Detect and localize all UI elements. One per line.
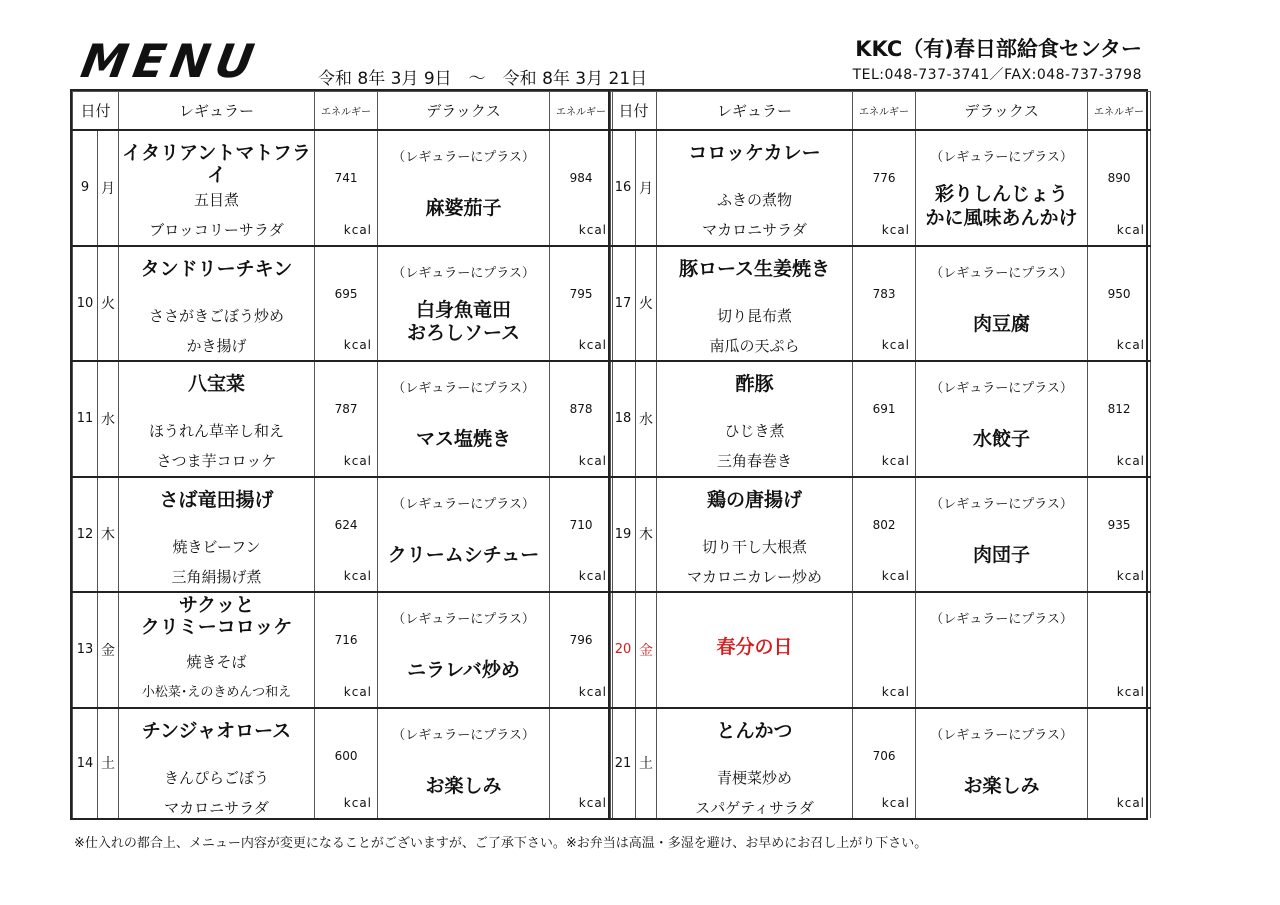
regular-cell [657, 592, 853, 708]
day-number: 21 [611, 708, 636, 818]
deluxe-dish: お楽しみ [963, 774, 1040, 797]
day-of-week: 月 [636, 130, 657, 246]
deluxe-prefix: （レギュラーにプラス） [392, 265, 535, 281]
deluxe-energy-cell [1088, 246, 1151, 362]
regular-kcal-value: 802 [872, 517, 896, 532]
deluxe-dish: 肉豆腐 [973, 312, 1031, 335]
company-name: KKC（有)春日部給食センター [855, 37, 1142, 61]
regular-cell [119, 477, 315, 593]
deluxe-dish: ニラレバ炒め [407, 659, 520, 682]
regular-main-dish: チンジャオロース [141, 719, 292, 742]
menu-row [73, 246, 613, 362]
regular-side-1: ほうれん草辛し和え [149, 422, 285, 441]
deluxe-kcal-value: 984 [569, 171, 593, 185]
deluxe-prefix: （レギュラーにプラス） [392, 727, 535, 743]
deluxe-energy-cell [550, 477, 613, 593]
regular-main-dish: とんかつ [716, 719, 793, 742]
regular-kcal-value: 787 [334, 402, 358, 417]
regular-side-1: ささがきごぼう炒め [149, 306, 285, 325]
deluxe-cell [378, 477, 550, 593]
deluxe-prefix: （レギュラーにプラス） [392, 150, 535, 165]
regular-cell [657, 246, 853, 362]
regular-cell [657, 361, 853, 477]
day-number: 20 [611, 592, 636, 708]
deluxe-cell [916, 477, 1088, 593]
regular-side-2: ブロッコリーサラダ [149, 221, 284, 239]
deluxe-prefix: （レギュラーにプラス） [930, 727, 1073, 743]
col-regular: レギュラー [657, 92, 853, 131]
deluxe-prefix: （レギュラーにプラス） [392, 381, 535, 397]
menu-row [73, 130, 613, 246]
kcal-unit: kcal [881, 684, 911, 699]
day-number: 18 [611, 361, 636, 477]
deluxe-prefix: （レギュラーにプラス） [930, 265, 1073, 281]
deluxe-energy-cell [550, 592, 613, 708]
deluxe-prefix: （レギュラーにプラス） [930, 496, 1073, 512]
deluxe-dish: マス塩焼き [416, 428, 512, 451]
regular-kcal-value: 691 [872, 402, 896, 417]
regular-energy-cell [315, 477, 378, 593]
deluxe-kcal-value: 890 [1107, 171, 1131, 185]
deluxe-energy-cell [550, 246, 613, 362]
day-number: 14 [73, 708, 98, 818]
col-date: 日付 [73, 92, 119, 131]
regular-cell [119, 246, 315, 362]
regular-side-1: 切り干し大根煮 [702, 537, 808, 556]
deluxe-energy-cell [1088, 708, 1151, 818]
deluxe-prefix: （レギュラーにプラス） [930, 150, 1073, 165]
day-of-week: 水 [98, 361, 119, 477]
regular-cell [119, 708, 315, 818]
deluxe-dish: 肉団子 [973, 543, 1031, 566]
menu-table-left [70, 89, 610, 820]
day-of-week: 木 [636, 477, 657, 593]
col-energy: エネルギー [315, 92, 378, 131]
menu-row [73, 477, 613, 593]
deluxe-cell [378, 592, 550, 708]
day-of-week: 金 [636, 592, 657, 708]
menu-row [73, 361, 613, 477]
regular-kcal-value: 624 [334, 517, 358, 532]
deluxe-energy-cell [550, 708, 613, 818]
regular-main-dish: 酢豚 [735, 373, 774, 396]
kcal-unit: kcal [1116, 222, 1146, 237]
menu-row [611, 708, 1151, 818]
regular-cell [119, 592, 315, 708]
deluxe-dish: クリームシチュー [387, 543, 540, 566]
deluxe-prefix: （レギュラーにプラス） [930, 381, 1073, 397]
regular-energy-cell [853, 592, 916, 708]
kcal-unit: kcal [343, 684, 373, 699]
deluxe-kcal-value: 710 [569, 517, 593, 532]
regular-cell [657, 708, 853, 818]
regular-main-dish: 八宝菜 [188, 373, 246, 396]
kcal-unit: kcal [578, 569, 608, 584]
deluxe-kcal-value: 796 [569, 633, 593, 648]
day-of-week: 月 [98, 130, 119, 246]
day-of-week: 金 [98, 592, 119, 708]
kcal-unit: kcal [578, 796, 608, 810]
regular-energy-cell [853, 246, 916, 362]
regular-side-1: きんぴらごぼう [164, 768, 270, 787]
menu-row [611, 361, 1151, 477]
regular-main-dish: 豚ロース生姜焼き [678, 257, 831, 280]
deluxe-dish: お楽しみ [425, 774, 502, 797]
deluxe-prefix: （レギュラーにプラス） [392, 612, 535, 628]
regular-side-1: 切り昆布煮 [717, 306, 793, 325]
deluxe-dish: 水餃子 [973, 428, 1031, 451]
col-deluxe-energy: エネルギー [1088, 92, 1151, 131]
kcal-unit: kcal [1116, 684, 1146, 699]
regular-side-2: 三角春巻き [717, 452, 793, 471]
deluxe-energy-cell [1088, 592, 1151, 708]
kcal-unit: kcal [343, 569, 373, 584]
day-of-week: 火 [636, 246, 657, 362]
deluxe-kcal-value: 950 [1107, 286, 1131, 301]
regular-side-1: ふきの煮物 [717, 191, 793, 209]
kcal-unit: kcal [343, 222, 373, 237]
col-energy: エネルギー [853, 92, 916, 131]
kcal-unit: kcal [1116, 796, 1146, 810]
col-regular: レギュラー [119, 92, 315, 131]
regular-side-1: 五目煮 [194, 191, 240, 209]
regular-energy-cell [315, 592, 378, 708]
day-number: 9 [73, 130, 98, 246]
regular-energy-cell [853, 708, 916, 818]
day-number: 16 [611, 130, 636, 246]
regular-main-dish: コロッケカレー [688, 142, 821, 164]
regular-side-2: マカロニサラダ [702, 221, 807, 239]
menu-row [611, 246, 1151, 362]
regular-energy-cell [315, 246, 378, 362]
day-number: 12 [73, 477, 98, 593]
kcal-unit: kcal [881, 796, 911, 810]
regular-side-2: 三角絹揚げ煮 [171, 567, 262, 586]
regular-side-1: ひじき煮 [724, 422, 785, 441]
regular-energy-cell [315, 708, 378, 818]
regular-kcal-value: 706 [872, 748, 896, 763]
regular-kcal-value: 776 [872, 171, 896, 185]
deluxe-cell [378, 708, 550, 818]
regular-kcal-value: 741 [334, 171, 358, 185]
kcal-unit: kcal [343, 338, 373, 353]
day-number: 13 [73, 592, 98, 708]
deluxe-kcal-value: 795 [569, 286, 593, 301]
col-deluxe: デラックス [916, 92, 1088, 131]
regular-side-1: 焼きビーフン [172, 537, 261, 556]
day-number: 10 [73, 246, 98, 362]
menu-row [73, 592, 613, 708]
menu-table-right [608, 89, 1148, 820]
col-date: 日付 [611, 92, 657, 131]
regular-side-2: さつま芋コロッケ [156, 452, 277, 471]
kcal-unit: kcal [881, 338, 911, 353]
day-number: 17 [611, 246, 636, 362]
kcal-unit: kcal [578, 453, 608, 468]
contact-info: TEL:048-737-3741／FAX:048-737-3798 [852, 67, 1142, 83]
day-of-week: 木 [98, 477, 119, 593]
deluxe-cell [916, 130, 1088, 246]
regular-side-2: マカロニサラダ [164, 798, 269, 817]
regular-side-2: スパゲティサラダ [695, 798, 814, 817]
regular-main-dish: 鶏の唐揚げ [707, 488, 803, 511]
kcal-unit: kcal [881, 569, 911, 584]
menu-row [73, 708, 613, 818]
regular-side-1: 青梗菜炒め [717, 768, 793, 787]
regular-energy-cell [315, 130, 378, 246]
deluxe-prefix: （レギュラーにプラス） [930, 612, 1073, 628]
regular-cell [657, 130, 853, 246]
regular-main-dish: イタリアントマトフライ [122, 142, 311, 186]
deluxe-dish: 白身魚竜田 おろしソース [406, 298, 521, 345]
kcal-unit: kcal [578, 338, 608, 353]
footnote: ※仕入れの都合上、メニュー内容が変更になることがございますが、ご了承下さい。※お弁当は高温・多湿を避け、お早めにお召し上がり下さい。 [74, 836, 928, 851]
deluxe-prefix: （レギュラーにプラス） [392, 496, 535, 512]
deluxe-cell [916, 592, 1088, 708]
regular-side-2: かき揚げ [186, 336, 247, 355]
deluxe-energy-cell [1088, 361, 1151, 477]
regular-energy-cell [853, 477, 916, 593]
menu-row [611, 592, 1151, 708]
regular-energy-cell [853, 361, 916, 477]
day-of-week: 土 [98, 708, 119, 818]
deluxe-cell [916, 708, 1088, 818]
day-of-week: 火 [98, 246, 119, 362]
deluxe-cell [378, 246, 550, 362]
regular-cell [119, 130, 315, 246]
deluxe-cell [378, 130, 550, 246]
menu-logo: MENU [77, 34, 264, 88]
deluxe-dish: 麻婆茄子 [425, 197, 502, 219]
kcal-unit: kcal [343, 453, 373, 468]
deluxe-energy-cell [550, 130, 613, 246]
regular-kcal-value: 695 [334, 286, 358, 301]
regular-kcal-value: 783 [872, 286, 896, 301]
kcal-unit: kcal [1116, 338, 1146, 353]
regular-cell [119, 361, 315, 477]
regular-main-dish: サクッと クリミーコロッケ [140, 594, 293, 638]
regular-side-1: 焼きそば [186, 653, 247, 672]
regular-main-dish: さば竜田揚げ [159, 488, 274, 511]
col-deluxe-energy: エネルギー [550, 92, 613, 131]
regular-cell [657, 477, 853, 593]
regular-side-2: 南瓜の天ぷら [709, 336, 800, 355]
kcal-unit: kcal [343, 796, 373, 810]
regular-energy-cell [853, 130, 916, 246]
kcal-unit: kcal [578, 684, 608, 699]
deluxe-kcal-value: 935 [1107, 517, 1131, 532]
deluxe-kcal-value: 878 [569, 402, 593, 417]
kcal-unit: kcal [1116, 569, 1146, 584]
menu-period: 令和 8年 3月 9日 ～ 令和 8年 3月 21日 [318, 69, 648, 89]
regular-side-2: 小松菜･えのきめんつ和え [141, 685, 292, 701]
kcal-unit: kcal [881, 453, 911, 468]
day-number: 19 [611, 477, 636, 593]
day-number: 11 [73, 361, 98, 477]
kcal-unit: kcal [881, 222, 911, 237]
day-of-week: 水 [636, 361, 657, 477]
kcal-unit: kcal [578, 222, 608, 237]
regular-energy-cell [315, 361, 378, 477]
regular-side-2: マカロニカレー炒め [687, 567, 823, 586]
col-deluxe: デラックス [378, 92, 550, 131]
regular-main-dish: 春分の日 [716, 636, 793, 659]
menu-row [611, 477, 1151, 593]
kcal-unit: kcal [1116, 453, 1146, 468]
regular-main-dish: タンドリーチキン [140, 257, 293, 280]
deluxe-dish: 彩りしんじょう かに風味あんかけ [925, 183, 1078, 229]
day-of-week: 土 [636, 708, 657, 818]
regular-kcal-value: 716 [334, 633, 358, 648]
deluxe-energy-cell [550, 361, 613, 477]
deluxe-energy-cell [1088, 130, 1151, 246]
deluxe-cell [378, 361, 550, 477]
menu-row [611, 130, 1151, 246]
deluxe-energy-cell [1088, 477, 1151, 593]
regular-kcal-value: 600 [334, 748, 358, 763]
deluxe-cell [916, 246, 1088, 362]
deluxe-kcal-value: 812 [1107, 402, 1131, 417]
deluxe-cell [916, 361, 1088, 477]
